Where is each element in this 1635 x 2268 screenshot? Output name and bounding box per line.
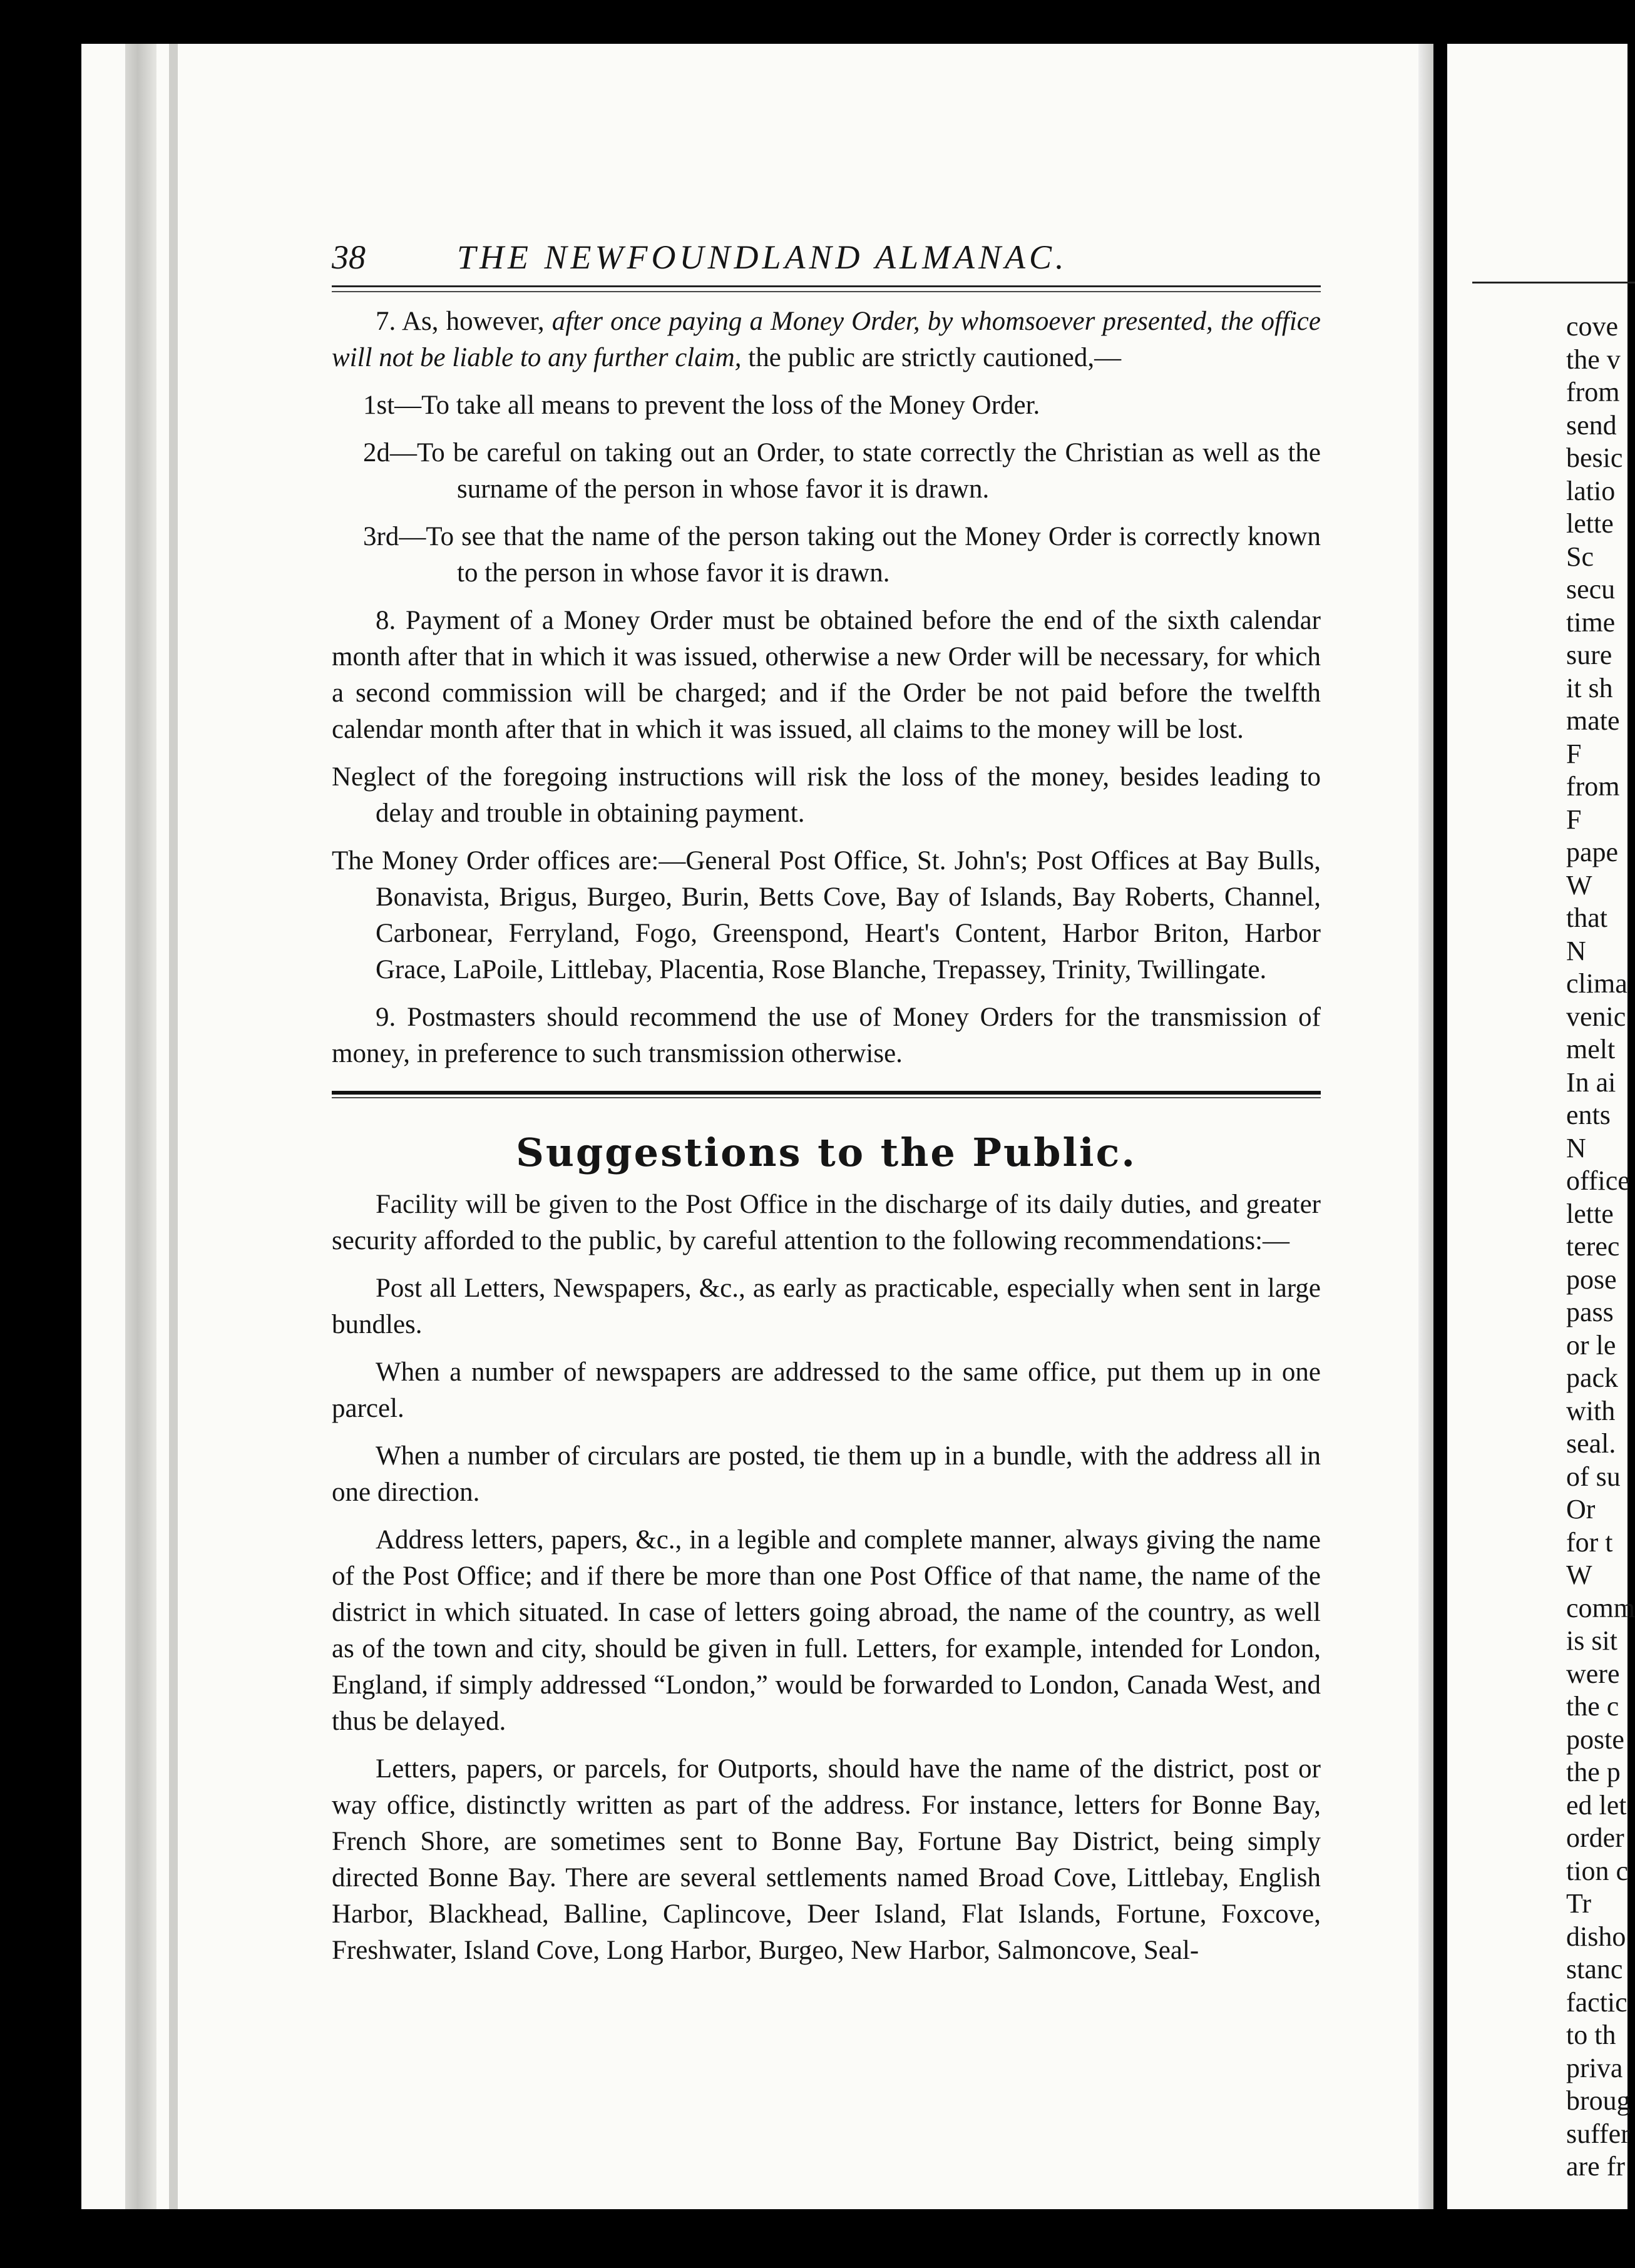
text-column bbox=[332, 238, 1321, 1969]
facing-page-line: stanc bbox=[1566, 1954, 1623, 1984]
facing-page-line: the v bbox=[1566, 344, 1621, 375]
item-7-start: 7. As, however, bbox=[376, 307, 545, 336]
facing-page-line: mate bbox=[1566, 705, 1620, 736]
facing-page-line: In ai bbox=[1566, 1066, 1616, 1098]
facing-page-line: melt bbox=[1566, 1034, 1616, 1065]
facing-page-line: F bbox=[1566, 804, 1582, 835]
running-header bbox=[332, 238, 1321, 277]
caution-1: 1st—To take all means to prevent the loss of the Money Order. bbox=[363, 391, 1040, 420]
facing-page-line: to th bbox=[1566, 2020, 1616, 2050]
facing-page-line: with bbox=[1566, 1395, 1616, 1426]
caution-3: 3rd—To see that the name of the person taking out the Money Order is correctly known to the person in whose favor it is drawn. bbox=[363, 522, 1321, 588]
facing-page-line: pose bbox=[1566, 1264, 1617, 1295]
facing-page-line: N bbox=[1566, 935, 1586, 966]
suggestion-5: Letters, papers, or parcels, for Outports, should have the name of the district, post or way office, distinctly written as part of the address. For instance, letters for Bonne Bay, French Shore, are sometimes sent to Bonne Bay, Fortune Bay District, being simply directed Bonne Bay. There are several settlements named Broad Cove, Littlebay, English Harbor, Blackhead, Balline, Caplincove, Deer Island, Flat Islands, Fortune, Foxcove, Freshwater, Island Cove, Long Harbor, Burgeo, New Harbor, Salmoncove, Seal- bbox=[332, 1754, 1321, 1965]
facing-page-line: tion c bbox=[1566, 1855, 1628, 1886]
facing-page-line: of su bbox=[1566, 1461, 1621, 1492]
facing-page-line: lette bbox=[1566, 508, 1614, 539]
facing-page-line: besic bbox=[1566, 442, 1623, 473]
facing-page-line: priva bbox=[1566, 2052, 1623, 2083]
facing-page-line: W bbox=[1566, 869, 1592, 901]
facing-page-line: secu bbox=[1566, 574, 1616, 605]
facing-page-line: broug bbox=[1566, 2085, 1631, 2116]
facing-page-line: cove bbox=[1566, 311, 1619, 342]
facing-page-line: Sc bbox=[1566, 541, 1594, 572]
item-7-end: the public are strictly cautioned,— bbox=[748, 343, 1122, 372]
facing-page-line: seal. bbox=[1566, 1428, 1616, 1459]
page-title: THE NEWFOUNDLAND ALMANAC. bbox=[457, 238, 1068, 276]
facing-page-line: comm bbox=[1566, 1592, 1635, 1623]
caution-2: 2d—To be careful on taking out an Order, to state correctly the Christian as well as the surname of the person in whose favor it is drawn. bbox=[363, 438, 1321, 504]
facing-page-line: latio bbox=[1566, 475, 1616, 506]
facing-page-line: venic bbox=[1566, 1001, 1626, 1032]
section-heading: Suggestions to the Public. bbox=[516, 1130, 1137, 1175]
facing-page-line: or le bbox=[1566, 1329, 1616, 1361]
header-rule bbox=[332, 285, 1321, 287]
facing-page-line: for t bbox=[1566, 1526, 1613, 1558]
facing-page-line: N bbox=[1566, 1132, 1586, 1163]
suggestion-4: Address letters, papers, &c., in a legible and complete manner, always giving the name of the Post Office; and if there be more than one Post Office of that name, the name of the district in which situated. In case of letters going abroad, the name of the country, as well as of the town and city, should be given in full. Letters, for example, intended for London, England, if simply addressed “London,” would be forwarded to London, Canada West, and thus be delayed. bbox=[332, 1525, 1321, 1736]
neglect-paragraph: Neglect of the foregoing instructions will risk the loss of the money, besides leading to delay and trouble in obtaining payment. bbox=[332, 762, 1321, 828]
facing-page-line: are fr bbox=[1566, 2151, 1626, 2182]
money-order-offices: The Money Order offices are:—General Post Office, St. John's; Post Offices at Bay Bulls, Bonavista, Brigus, Burgeo, Burin, Betts Cove, Bay of Islands, Bay Roberts, Channel, Carbonear, Ferryland, Fogo, Greenspond, Heart's Content, Harbor Briton, Harbor Grace, LaPoile, Littlebay, Placentia, Rose Blanche, Trepassey, Trinity, Twillingate. bbox=[332, 846, 1321, 984]
facing-page-line: Tr bbox=[1566, 1888, 1591, 1919]
facing-page-line: clima bbox=[1566, 968, 1627, 999]
page-binding-shadow bbox=[125, 44, 156, 2209]
facing-page-line: office bbox=[1566, 1165, 1630, 1196]
facing-page-line: from bbox=[1566, 377, 1620, 407]
item-7-italic: after once paying a Money Order, by whomsoever presented, the office will not be liable to any further claim, bbox=[332, 307, 1321, 372]
section-separator bbox=[332, 1091, 1321, 1095]
facing-page-line: terec bbox=[1566, 1231, 1620, 1262]
facing-page-line: the p bbox=[1566, 1757, 1621, 1787]
suggestion-1: Post all Letters, Newspapers, &c., as early as practicable, especially when sent in large bundles. bbox=[332, 1274, 1321, 1339]
facing-page-line: is sit bbox=[1566, 1625, 1617, 1656]
item-8: 8. Payment of a Money Order must be obtained before the end of the sixth calendar month after that in which it was issued, otherwise a new Order will be necessary, for which a second commission will be charged; and if the Order be not paid before the twelfth calendar month after that in which it was issued, all claims to the money will be lost. bbox=[332, 606, 1321, 744]
facing-page-line: poste bbox=[1566, 1724, 1624, 1755]
item-7 bbox=[332, 304, 1321, 376]
facing-page-line: from bbox=[1566, 771, 1620, 802]
facing-page-line: pack bbox=[1566, 1362, 1619, 1393]
facing-page-line: the c bbox=[1566, 1691, 1619, 1722]
facing-page-line: pass bbox=[1566, 1297, 1614, 1327]
section-separator-thin bbox=[332, 1097, 1321, 1098]
facing-page-line: suffer bbox=[1566, 2118, 1630, 2149]
page-number: 38 bbox=[332, 238, 366, 276]
facing-page-line: ed let bbox=[1566, 1789, 1627, 1821]
page-edge bbox=[1418, 44, 1433, 2209]
suggestions-intro: Facility will be given to the Post Office in the discharge of its daily duties, and greater security afforded to the public, by careful attention to the following recommendations:— bbox=[332, 1190, 1321, 1255]
facing-page-line: it sh bbox=[1566, 672, 1613, 703]
facing-page bbox=[1447, 44, 1635, 2209]
facing-page-line: pape bbox=[1566, 837, 1619, 867]
page-binding-line bbox=[169, 44, 178, 2209]
facing-page-line: factic bbox=[1566, 1986, 1627, 2018]
facing-page-rule bbox=[1472, 282, 1635, 284]
suggestion-3: When a number of circulars are posted, tie them up in a bundle, with the address all in one direction. bbox=[332, 1441, 1321, 1507]
header-rule-thin bbox=[332, 291, 1321, 292]
suggestion-2: When a number of newspapers are addressed to the same office, put them up in one parcel. bbox=[332, 1357, 1321, 1423]
facing-page-line: W bbox=[1566, 1560, 1592, 1590]
facing-page-line: sure bbox=[1566, 640, 1612, 670]
facing-page-line: order bbox=[1566, 1822, 1624, 1853]
facing-page-line: lette bbox=[1566, 1198, 1614, 1229]
facing-page-line: F bbox=[1566, 738, 1582, 769]
facing-page-line: that bbox=[1566, 902, 1607, 933]
facing-page-line: disho bbox=[1566, 1921, 1626, 1952]
facing-page-line: were bbox=[1566, 1658, 1620, 1689]
item-9: 9. Postmasters should recommend the use of Money Orders for the transmission of money, in preference to such transmission otherwise. bbox=[332, 1003, 1321, 1068]
facing-page-line: Or bbox=[1566, 1494, 1596, 1525]
facing-page-line: time bbox=[1566, 606, 1616, 638]
facing-page-line: send bbox=[1566, 409, 1617, 441]
facing-page-line: ents bbox=[1566, 1100, 1611, 1130]
